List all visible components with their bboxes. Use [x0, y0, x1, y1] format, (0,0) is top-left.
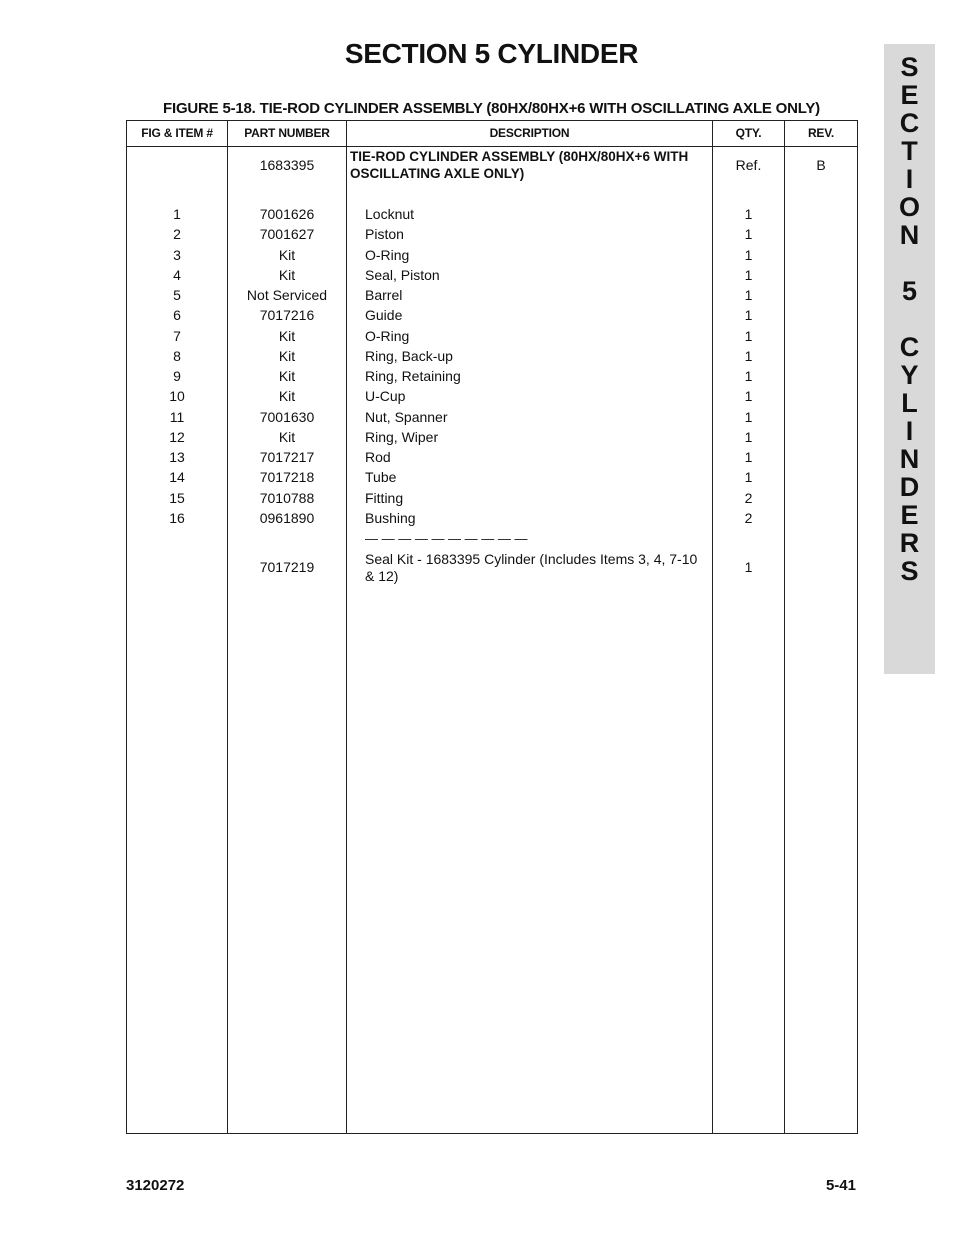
item-description: Locknut — [365, 206, 415, 222]
item-description: Nut, Spanner — [365, 408, 448, 425]
item-part-number: 7001627 — [259, 226, 315, 243]
seal-kit-description: Seal Kit - 1683395 Cylinder (Includes Items 3, 4, 7-10 & 12) — [365, 551, 698, 584]
side-tab-letter: N — [899, 220, 920, 250]
seal-kit-qty: 1 — [744, 559, 753, 575]
column-divider — [784, 121, 785, 1133]
item-fig-number: 3 — [173, 246, 181, 263]
item-qty: 1 — [744, 347, 753, 364]
item-fig-number: 1 — [173, 206, 181, 222]
list-divider: — — — — — — — — — — — [365, 531, 528, 546]
side-tab-letter: I — [905, 164, 914, 194]
item-description: Ring, Back-up — [365, 347, 453, 364]
item-description: Tube — [365, 469, 397, 486]
item-qty: 1 — [744, 449, 753, 465]
item-fig-number: 16 — [169, 509, 185, 526]
side-tab-letter: I — [905, 416, 914, 446]
item-part-number: 7001626 — [259, 206, 315, 222]
item-qty: 1 — [744, 327, 753, 344]
item-description: Piston — [365, 226, 404, 243]
item-qty: 1 — [744, 246, 753, 263]
footer-manual-number: 3120272 — [126, 1177, 185, 1194]
side-tab-letter: 5 — [901, 276, 918, 306]
item-part-number: Kit — [278, 368, 296, 384]
item-fig-number: 10 — [169, 388, 185, 405]
item-description: Ring, Wiper — [365, 428, 439, 445]
item-description: Ring, Retaining — [365, 368, 461, 384]
side-tab-letter: T — [901, 136, 918, 166]
side-tab-letter: E — [900, 500, 919, 530]
item-qty: 1 — [744, 469, 753, 486]
item-fig-number: 7 — [173, 327, 181, 344]
header-qty: QTY. — [735, 126, 762, 140]
item-qty: 2 — [744, 509, 753, 526]
item-part-number: Kit — [278, 246, 296, 263]
side-tab-letter: C — [899, 332, 920, 362]
item-fig-number: 13 — [169, 449, 185, 465]
item-part-number: 7010788 — [259, 489, 315, 506]
item-part-number: Kit — [278, 388, 296, 405]
side-tab-letter: N — [899, 444, 920, 474]
item-qty: 1 — [744, 368, 753, 384]
section-title: SECTION 5 CYLINDER — [344, 38, 639, 69]
item-part-number: 7017218 — [259, 469, 315, 486]
side-tab-letter: Y — [900, 360, 919, 390]
item-fig-number: 11 — [169, 408, 185, 425]
item-fig-number: 5 — [173, 287, 181, 303]
assembly-rev: B — [816, 157, 826, 173]
item-fig-number: 2 — [173, 226, 181, 243]
item-description: Rod — [365, 449, 391, 465]
item-part-number: 7017216 — [259, 307, 315, 324]
item-description: O-Ring — [365, 246, 410, 263]
seal-kit-part-number: 7017219 — [259, 559, 315, 575]
item-description: Guide — [365, 307, 403, 324]
header-fig-item: FIG & ITEM # — [141, 126, 213, 140]
side-tab-letter: S — [900, 52, 919, 82]
assembly-part-number: 1683395 — [259, 157, 315, 173]
header-divider — [127, 146, 857, 147]
side-tab-letter: D — [899, 472, 920, 502]
item-part-number: Kit — [278, 428, 296, 445]
side-tab-letter: L — [901, 388, 918, 418]
item-qty: 1 — [744, 408, 753, 425]
item-part-number: Kit — [278, 347, 296, 364]
item-description: Bushing — [365, 509, 416, 526]
side-tab-letter: O — [898, 192, 920, 222]
item-fig-number: 4 — [173, 266, 181, 283]
header-description: DESCRIPTION — [489, 126, 570, 140]
item-qty: 1 — [744, 388, 753, 405]
item-description: U-Cup — [365, 388, 406, 405]
section-side-tab — [884, 44, 935, 674]
footer-page-number: 5-41 — [825, 1177, 856, 1194]
item-part-number: 0961890 — [259, 509, 315, 526]
item-qty: 1 — [744, 226, 753, 243]
item-description: Fitting — [365, 489, 404, 506]
side-tab-letter: C — [899, 108, 920, 138]
item-qty: 2 — [744, 489, 753, 506]
item-qty: 1 — [744, 287, 753, 303]
item-part-number: Kit — [278, 266, 296, 283]
item-part-number: Not Serviced — [246, 287, 328, 303]
item-part-number: Kit — [278, 327, 296, 344]
item-description: Seal, Piston — [365, 266, 440, 283]
side-tab-letter: R — [899, 528, 920, 558]
assembly-qty: Ref. — [735, 157, 762, 173]
item-qty: 1 — [744, 307, 753, 324]
item-description: O-Ring — [365, 327, 410, 344]
item-part-number: 7017217 — [259, 449, 315, 465]
item-fig-number: 9 — [173, 368, 181, 384]
item-fig-number: 14 — [169, 469, 185, 486]
parts-table — [126, 120, 858, 1134]
item-description: Barrel — [365, 287, 403, 303]
assembly-description: TIE-ROD CYLINDER ASSEMBLY (80HX/80HX+6 WITH OSCILLATING AXLE ONLY) — [350, 149, 689, 181]
item-fig-number: 15 — [169, 489, 185, 506]
item-fig-number: 6 — [173, 307, 181, 324]
item-part-number: 7001630 — [259, 408, 315, 425]
side-tab-letter: S — [900, 556, 919, 586]
figure-title: FIGURE 5-18. TIE-ROD CYLINDER ASSEMBLY (80HX/80HX+6 WITH OSCILLATING AXLE ONLY) — [163, 100, 820, 117]
item-fig-number: 12 — [169, 428, 185, 445]
column-divider — [346, 121, 347, 1133]
item-fig-number: 8 — [173, 347, 181, 364]
item-qty: 1 — [744, 428, 753, 445]
item-qty: 1 — [744, 266, 753, 283]
side-tab-letter: E — [900, 80, 919, 110]
header-rev: REV. — [807, 126, 835, 140]
header-part-number: PART NUMBER — [244, 126, 330, 140]
item-qty: 1 — [744, 206, 753, 222]
